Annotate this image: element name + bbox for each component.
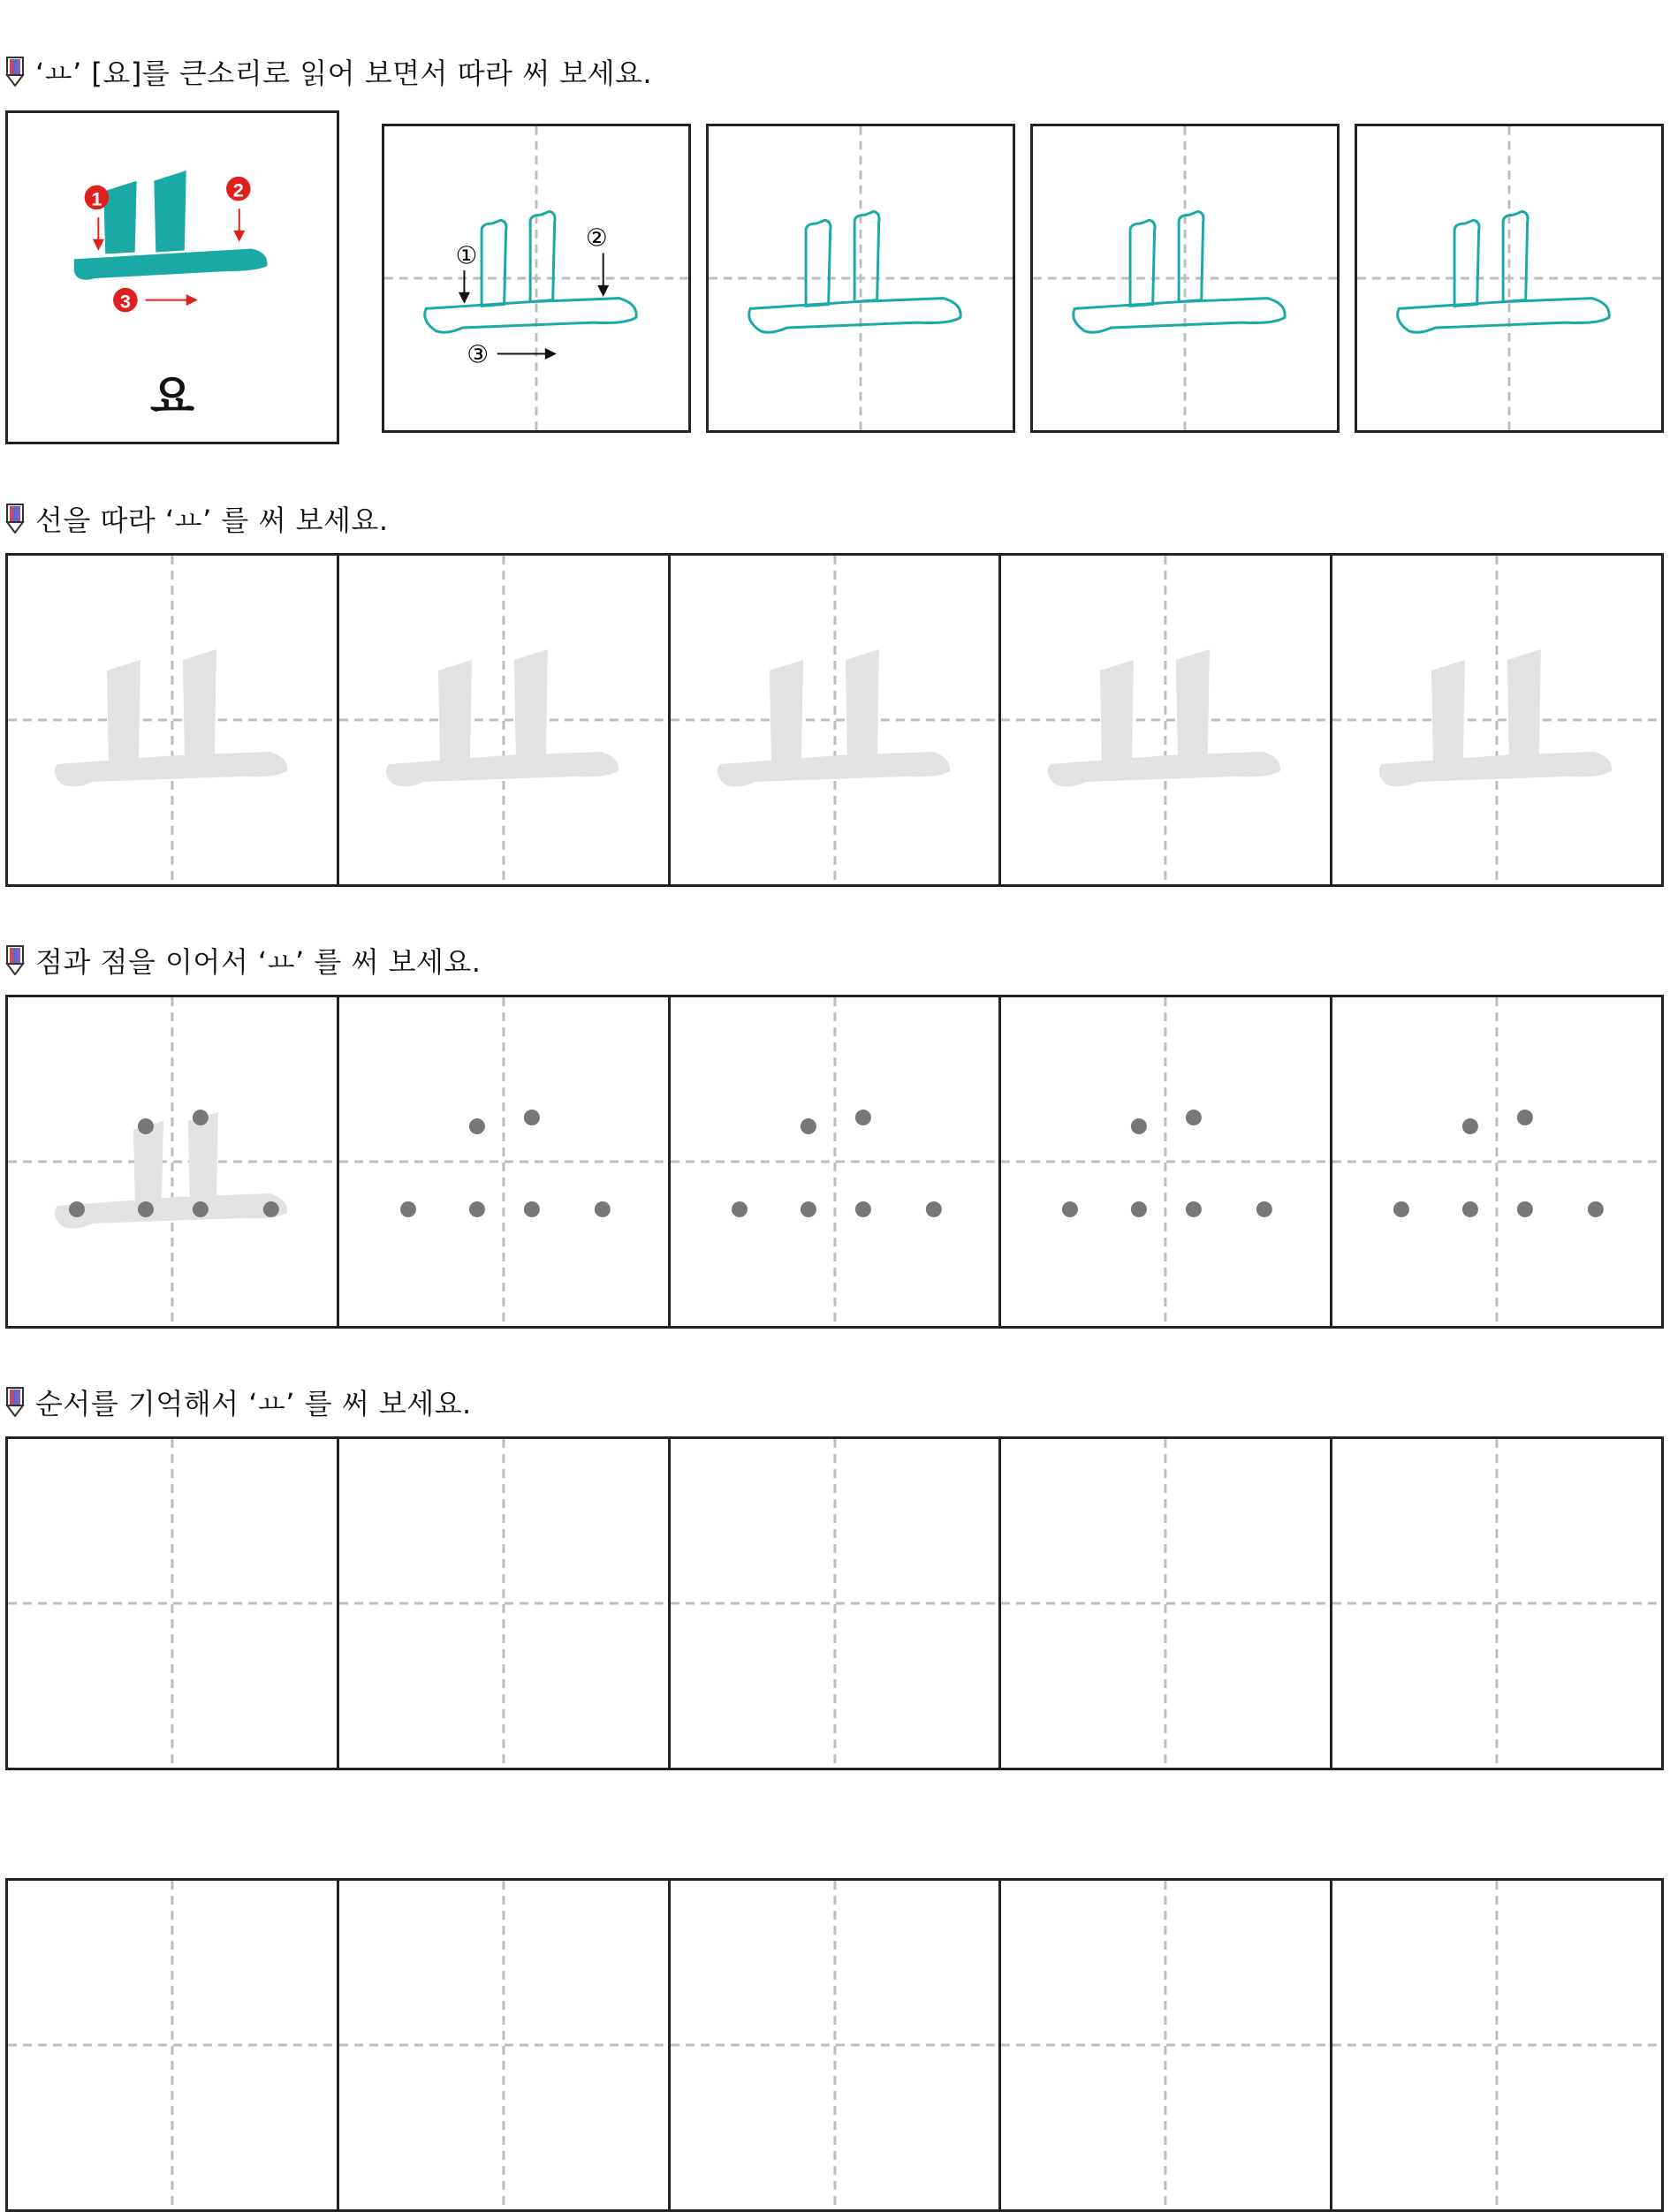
trace-cell[interactable]	[1332, 556, 1661, 884]
blank-cell[interactable]	[1332, 1439, 1661, 1768]
instruction-text: ‘ㅛ’ [요]를 큰소리로 읽어 보면서 따라 써 보세요.	[35, 57, 653, 90]
blank-cell[interactable]	[1001, 1881, 1332, 2209]
outline-box-2	[706, 124, 1015, 433]
blank-cell[interactable]	[671, 1439, 1002, 1768]
blank-cell[interactable]	[8, 1881, 339, 2209]
outline-box-3	[1030, 124, 1340, 433]
blank-cell[interactable]	[1332, 1881, 1661, 2209]
outline-jamo-yo	[1074, 211, 1285, 332]
instruction-read-aloud	[5, 49, 652, 94]
dots-cell[interactable]	[339, 997, 671, 1326]
instruction-connect-dots	[5, 938, 481, 982]
svg-text:①: ①	[455, 241, 478, 270]
blank-row-2	[5, 1878, 1664, 2212]
trace-cell[interactable]	[1001, 556, 1332, 884]
pencil-icon	[5, 1387, 25, 1417]
outline-jamo-yo	[749, 211, 960, 332]
trace-cell[interactable]	[339, 556, 671, 884]
svg-text:3: 3	[119, 290, 131, 313]
instruction-text: 순서를 기억해서 ‘ㅛ’ 를 써 보세요.	[35, 1387, 472, 1420]
svg-text:②: ②	[586, 223, 608, 253]
trace-cell[interactable]	[8, 556, 339, 884]
outline-jamo-with-order	[384, 126, 688, 430]
stroke-order-box	[382, 124, 691, 433]
svg-text:2: 2	[232, 178, 244, 201]
pencil-icon	[5, 945, 25, 975]
dots-cell[interactable]	[1001, 997, 1332, 1326]
dots-cell[interactable]	[8, 997, 339, 1326]
dots-cell[interactable]	[1332, 997, 1661, 1326]
trace-row	[5, 553, 1664, 887]
blank-cell[interactable]	[671, 1881, 1002, 2209]
blank-row-1	[5, 1436, 1664, 1770]
blank-cell[interactable]	[8, 1439, 339, 1768]
svg-text:③: ③	[467, 340, 490, 369]
instruction-text: 점과 점을 이어서 ‘ㅛ’ 를 써 보세요.	[35, 945, 482, 979]
outline-jamo-yo	[1398, 211, 1609, 332]
reference-card	[5, 110, 339, 444]
instruction-from-memory	[5, 1380, 472, 1424]
outline-box-4	[1355, 124, 1664, 433]
syllable-label: 요	[149, 371, 195, 424]
instruction-trace	[5, 496, 389, 541]
trace-cell[interactable]	[671, 556, 1002, 884]
instruction-text: 선을 따라 ‘ㅛ’ 를 써 보세요.	[35, 504, 389, 537]
pencil-icon	[5, 57, 25, 87]
dots-row	[5, 995, 1664, 1329]
svg-text:1: 1	[91, 187, 102, 210]
blank-cell[interactable]	[339, 1881, 671, 2209]
dots-cell[interactable]	[671, 997, 1002, 1326]
pencil-icon	[5, 504, 25, 534]
blank-cell[interactable]	[1001, 1439, 1332, 1768]
blank-cell[interactable]	[339, 1439, 671, 1768]
